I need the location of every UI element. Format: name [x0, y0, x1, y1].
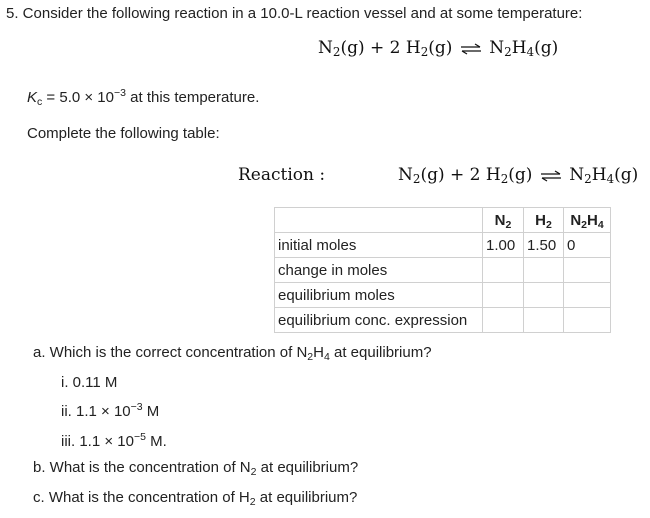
- option-iii[interactable]: iii. $1.1 \times 10^{-5}$ M.: [61, 431, 167, 450]
- table-row: [275, 308, 611, 333]
- reaction-equation-top: $N_2(g) + 2$ $H_2(g)$ $N_2H_4(g)$: [318, 38, 559, 59]
- table-cell[interactable]: [564, 283, 611, 308]
- table-cell: 1.50: [524, 233, 564, 258]
- row-label: change in moles: [275, 258, 483, 283]
- row-label: equilibrium conc. expression: [275, 308, 483, 333]
- table-cell[interactable]: [564, 308, 611, 333]
- question-part-a: a. Which is the correct concentration of $N_2H_4$ at equilibrium?: [33, 344, 432, 363]
- reaction-label: Reaction :: [238, 165, 326, 185]
- ice-table: [274, 207, 611, 333]
- equilibrium-arrow-icon: [540, 170, 562, 182]
- option-ii[interactable]: ii. $1.1 \times 10^{-3}$ M: [61, 401, 160, 420]
- table-row: [275, 233, 611, 258]
- table-cell[interactable]: [524, 283, 564, 308]
- equilibrium-constant-text: $K_c = 5.0 \times 10^{-3}$ at this temperature.: [27, 87, 260, 108]
- question-part-b: b. What is the concentration of $N_2$ at equilibrium?: [33, 459, 359, 478]
- question-part-c: c. What is the concentration of $H_2$ at equilibrium?: [33, 489, 358, 508]
- table-cell[interactable]: [564, 258, 611, 283]
- reaction-equation-table: $N_2(g) + 2$ $H_2(g)$ $N_2H_4(g)$: [398, 165, 639, 186]
- table-cell[interactable]: [483, 258, 524, 283]
- header-h2: $H_2$: [524, 208, 564, 233]
- table-cell[interactable]: [483, 283, 524, 308]
- row-label: initial moles: [275, 233, 483, 258]
- table-header-row: [275, 208, 611, 233]
- header-n2: $N_2$: [483, 208, 524, 233]
- row-label: equilibrium moles: [275, 283, 483, 308]
- header-n2h4: $N_2H_4$: [564, 208, 611, 233]
- table-cell[interactable]: [524, 308, 564, 333]
- question-intro: 5. Consider the following reaction in a 10.0-L reaction vessel and at some temperature:: [6, 5, 583, 22]
- table-cell[interactable]: [483, 308, 524, 333]
- equilibrium-arrow-icon: [460, 43, 482, 55]
- table-row: [275, 283, 611, 308]
- option-i[interactable]: i. 0.11 M: [61, 374, 118, 391]
- table-row: [275, 258, 611, 283]
- table-instruction: Complete the following table:: [27, 125, 220, 142]
- table-cell[interactable]: [524, 258, 564, 283]
- table-cell: 1.00: [483, 233, 524, 258]
- table-corner-cell: [275, 208, 483, 233]
- table-cell: 0: [564, 233, 611, 258]
